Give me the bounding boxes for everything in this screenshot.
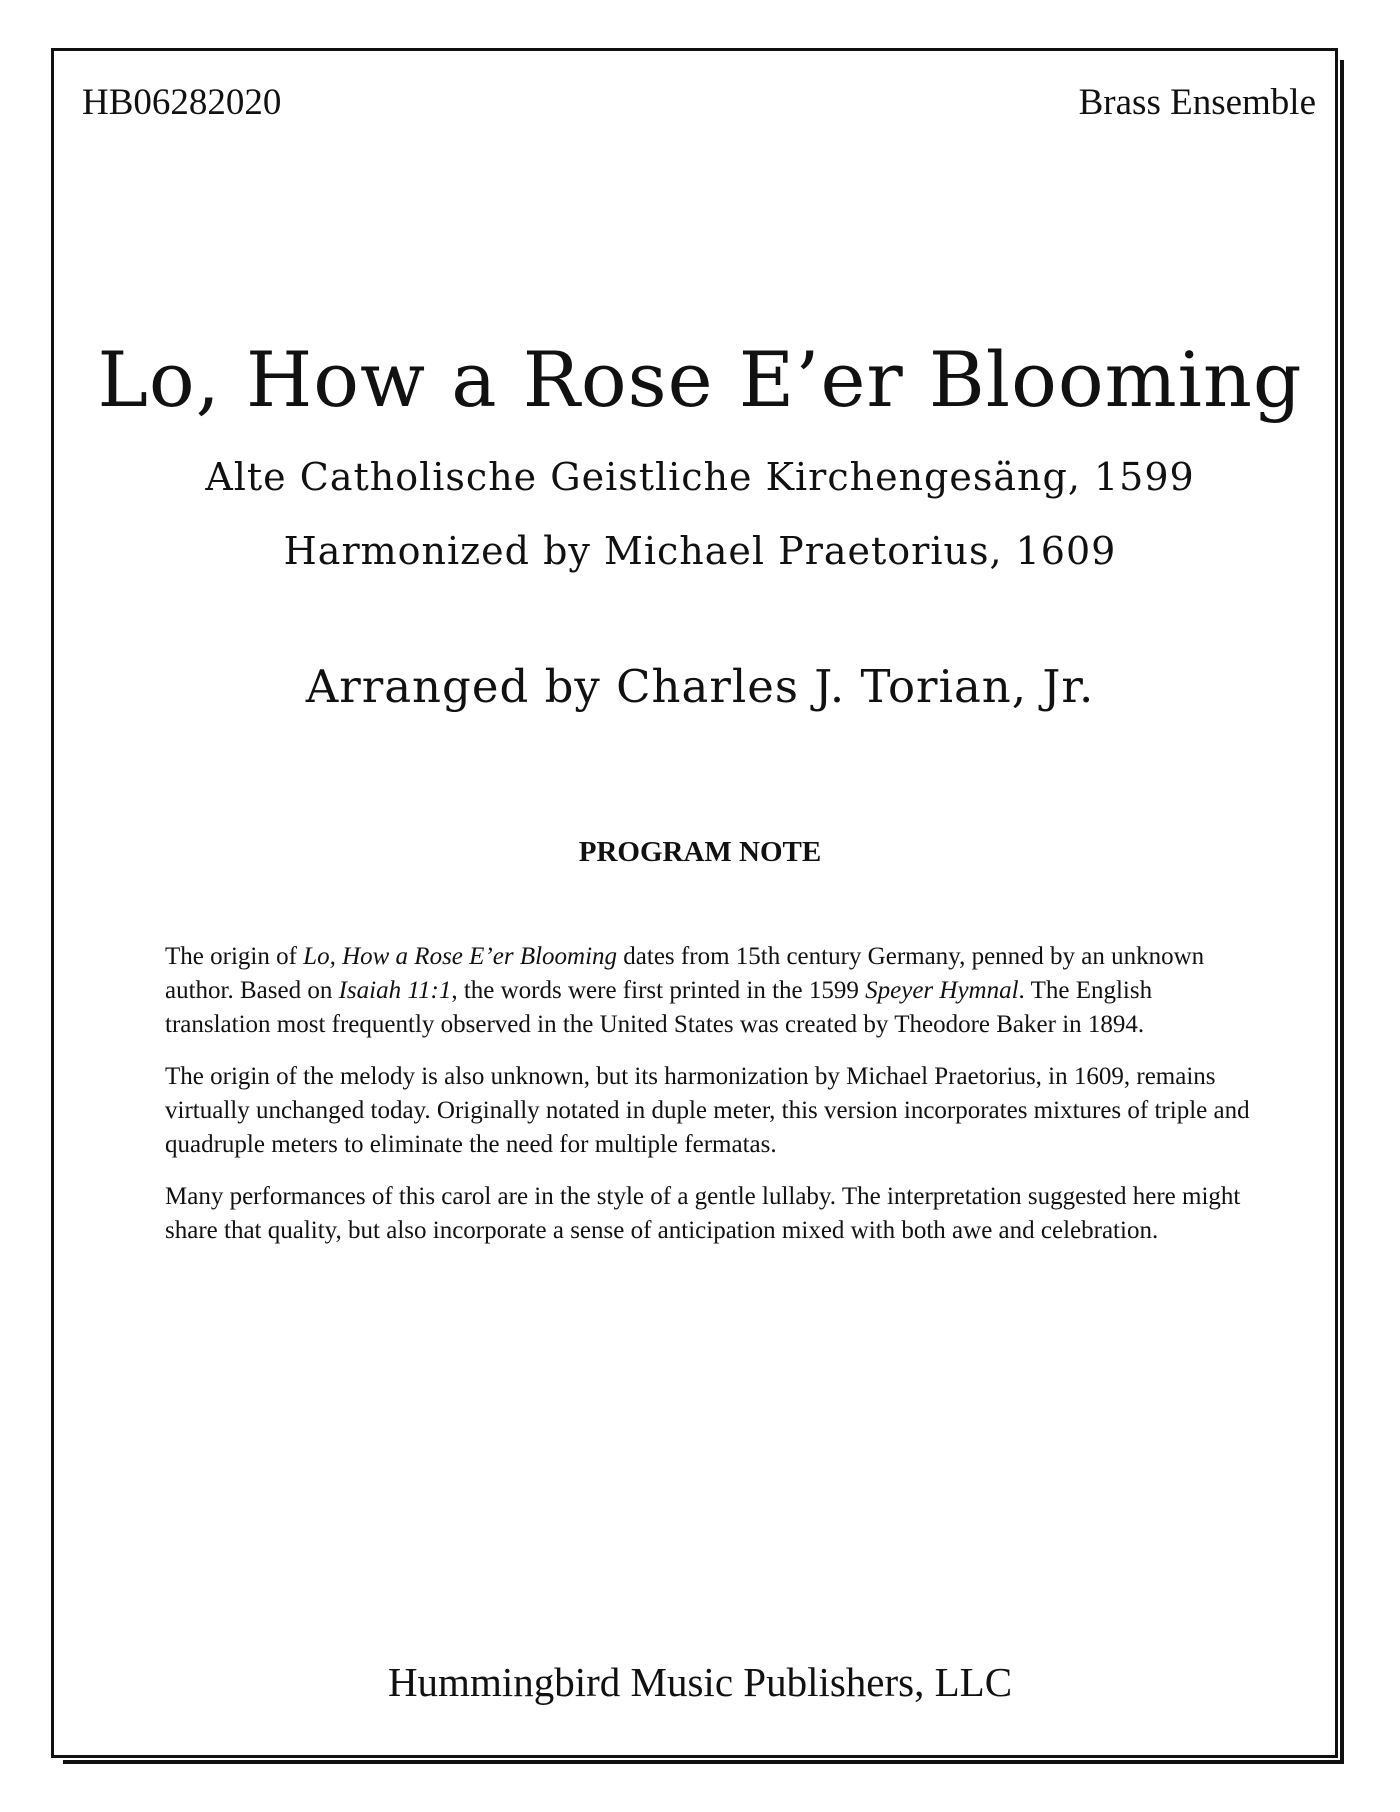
source-line: Alte Catholische Geistliche Kirchengesäng, 1599 [205, 455, 1195, 499]
italic-title: Lo, How a Rose E’er Blooming [303, 943, 618, 970]
arranger-line: Arranged by Charles J. Torian, Jr. [305, 660, 1095, 713]
text-run: The origin of [165, 943, 304, 970]
italic-reference: Isaiah 11:1 [338, 977, 452, 1004]
program-note-body [165, 940, 1255, 1266]
program-note-heading: PROGRAM NOTE [578, 836, 822, 868]
text-run: dates from 15th century Germany, penned by an unknown author. Based on [165, 943, 1205, 1004]
text-run: . The English translation most frequently observed in the United States was created by Theodore Baker in 1894. [165, 977, 1153, 1038]
ensemble-label: Brass Ensemble [1078, 82, 1316, 123]
harmonization-line: Harmonized by Michael Praetorius, 1609 [283, 529, 1117, 573]
publisher-name: Hummingbird Music Publishers, LLC [387, 1659, 1013, 1705]
text-run: , the words were first printed in the 1599 [451, 977, 866, 1004]
page-border [51, 48, 1338, 1758]
program-note-paragraph-3: Many performances of this carol are in the style of a gentle lullaby. The interpretation suggested here might share that quality, but also incorporate a sense of anticipation mixed with both awe and celebration. [165, 1183, 1241, 1244]
program-note-paragraph-1 [165, 940, 1255, 1042]
italic-hymnal: Speyer Hymnal [865, 977, 1019, 1004]
catalog-number: HB06282020 [82, 82, 282, 123]
page-title: Lo, How a Rose E’er Blooming [97, 335, 1303, 424]
program-note-paragraph-2: The origin of the melody is also unknown, but its harmonization by Michael Praetorius, in 1609, remains virtually unchanged today. Originally notated in duple meter, this version incorporates mixtures of triple and quadruple meters to eliminate the need for multiple fermatas. [165, 1063, 1250, 1158]
